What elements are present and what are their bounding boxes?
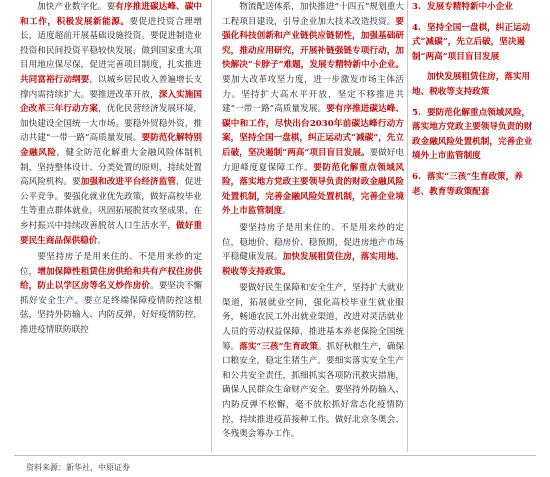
body-text: 要坚持房子是用来住的、不是用来炒的定位， — [20, 252, 202, 277]
right-column — [412, 0, 536, 199]
highlighted-text: 做好重要民生商品保供稳价 — [20, 220, 202, 246]
paragraph — [222, 0, 404, 219]
highlighted-text: 共同富裕行动纲要 — [20, 74, 90, 85]
summary-item — [412, 21, 536, 65]
body-text: 要做好电力迎峰度夏保障工作。 — [222, 147, 404, 173]
item-text: 落实“三孩”生育政策，养老、教育等政策配套 — [412, 171, 523, 197]
body-text: 加快产业数字化。要 — [37, 2, 116, 12]
paragraph — [222, 221, 404, 279]
item-number: 5. — [412, 107, 421, 118]
summary-item — [412, 170, 536, 199]
summary-item — [412, 106, 536, 164]
column-divider-2 — [407, 0, 408, 452]
body-text: 。 — [282, 206, 291, 217]
highlighted-text: 有序推进碳达峰、碳中和工作，积极发展新能源。 — [20, 2, 202, 27]
body-text: 。要坚决不懈抓好安全生产。要立足终端保障疫情防控这根弦，坚持外防输入、内防反弹，好好疫情防控，推进疫情联防联控 — [20, 281, 202, 336]
body-text: ，优化民营经济发展环境，加快建设全国统一大市场。要稳外贸稳外资，推动共建“一带一路”高质量发展。 — [20, 104, 202, 144]
highlighted-text: 增加保障性租赁住房供给和共有产权住房供给，防止以学区房等名义炒作房价 — [20, 266, 202, 292]
paragraph — [20, 0, 202, 248]
footer-rule — [14, 455, 536, 456]
item-text: 加快发展租赁住房，落实用地、税收等支持政策 — [412, 72, 531, 97]
body-text: 。抓好秋粮生产，确保口粮安全，稳定生猪生产。要细实落实安全生产和公共安全责任，抓细抓实各项防汛救灾措施，确保人民群众生命财产安全。 — [222, 341, 404, 396]
highlighted-text: 落实“三孩”生育政策 — [239, 341, 318, 352]
item-number: 6. — [412, 171, 421, 182]
highlighted-text: 要有序推进碳达峰、碳中和工作，尽快出台2030年前碳达峰行动方案，坚持全国一盘棋，纠正运动式“减碳”，先立后破，坚决遏制“两高”项目盲目发展。 — [222, 104, 404, 158]
body-text: 。 — [97, 235, 106, 246]
highlighted-text: 要强化科技创新和产业链供应链韧性，加强基础研究，推动应用研究，开展补链强链专项行动，加快解决“卡脖子”难题，发展专精特新中小企业。 — [222, 16, 404, 71]
item-text: 要防范化解重点领域风险，落实地方党政主要领导负责的财政金融风险处置机制，完善企业境外上市监管制度 — [412, 107, 533, 162]
middle-column — [222, 0, 404, 442]
summary-item — [412, 0, 536, 15]
body-text: 要坚持外防输入、内防反弹不松懈，毫不放松抓好常态化疫情防控，持续推进疫苗接种工作。做好北京冬奥会、冬残奥会筹办工作。 — [222, 385, 404, 440]
body-text: 物流配送体系，加快推进“十四五”规划重大工程项目建设，引导企业加大技术改造投资。 — [222, 2, 404, 27]
body-text: 要做好民生保障和安全生产，坚持扩大就业渠道，拓展就业空间，强化高校毕业生就业服务，畅通农民工外出就业渠道，改进对灵活就业人员的劳动权益保障，推进基本养老保险全国统筹。 — [222, 283, 404, 352]
body-text: ，以城乡居民收入普遍增长支撑内需持续扩大。要推进改革开放， — [20, 74, 202, 100]
item-text: 发展专精特新中小企业 — [427, 2, 513, 12]
body-text: ，健全防范化解重大金融风险体制机制，坚持整体设计、分类处置的原则，持续处置高风险机构。要 — [20, 147, 202, 188]
source-note: 资料来源：新华社，中原证券 — [26, 463, 130, 472]
body-text: 要促进投资合理增长，适度超前开展基础设施投资。要促进制造业投资和民间投资平稳较快发展，做到国家重大项目用地应保尽保，促进完善项目制度，扎实推进 — [20, 16, 202, 71]
highlighted-text: 要防范化解重点领域风险，落实地方党政主要领导负责的财政金融风险处置机制，完善金融风险处置机制，完善企业境外上市监管制度 — [222, 162, 404, 217]
paragraph — [222, 281, 404, 442]
paragraph — [20, 250, 202, 338]
body-text: 要加大改革攻坚力度，进一步激发市场主体活力。坚持扩大高水平开放，坚定不移推进共建“一带一路”高质量发展。 — [222, 74, 404, 115]
summary-item — [412, 70, 536, 99]
column-divider-1 — [211, 0, 212, 452]
body-text: ，促进公平竞争。要强化就业优先政策，做好高校毕业生等重点群体就业，巩固拓展脱贫攻坚成果，在乡村振兴中持续改善脱贫人口生活水平， — [20, 177, 202, 231]
item-text: 坚持全国一盘棋，纠正运动式“减碳”，先立后破，坚决遏制“两高”项目盲目发展 — [412, 22, 531, 62]
body-text: 要坚持房子是用来住的、不是用来炒的定位，稳地价、稳房价、稳预期，促进房地产市场平稳健康发展。 — [222, 222, 404, 263]
highlighted-text: 要防范化解特别金融风险 — [20, 133, 202, 158]
item-number: 4. — [412, 22, 421, 33]
item-number: 3. — [412, 2, 421, 12]
highlighted-text: 加快发展租赁住房，落实用地、税收等支持政策。 — [222, 252, 404, 277]
left-column — [20, 0, 202, 338]
highlighted-text: 深入实施国企改革三年行动方案 — [20, 89, 202, 115]
highlighted-text: 加强和改进平台经济监管 — [80, 177, 177, 188]
